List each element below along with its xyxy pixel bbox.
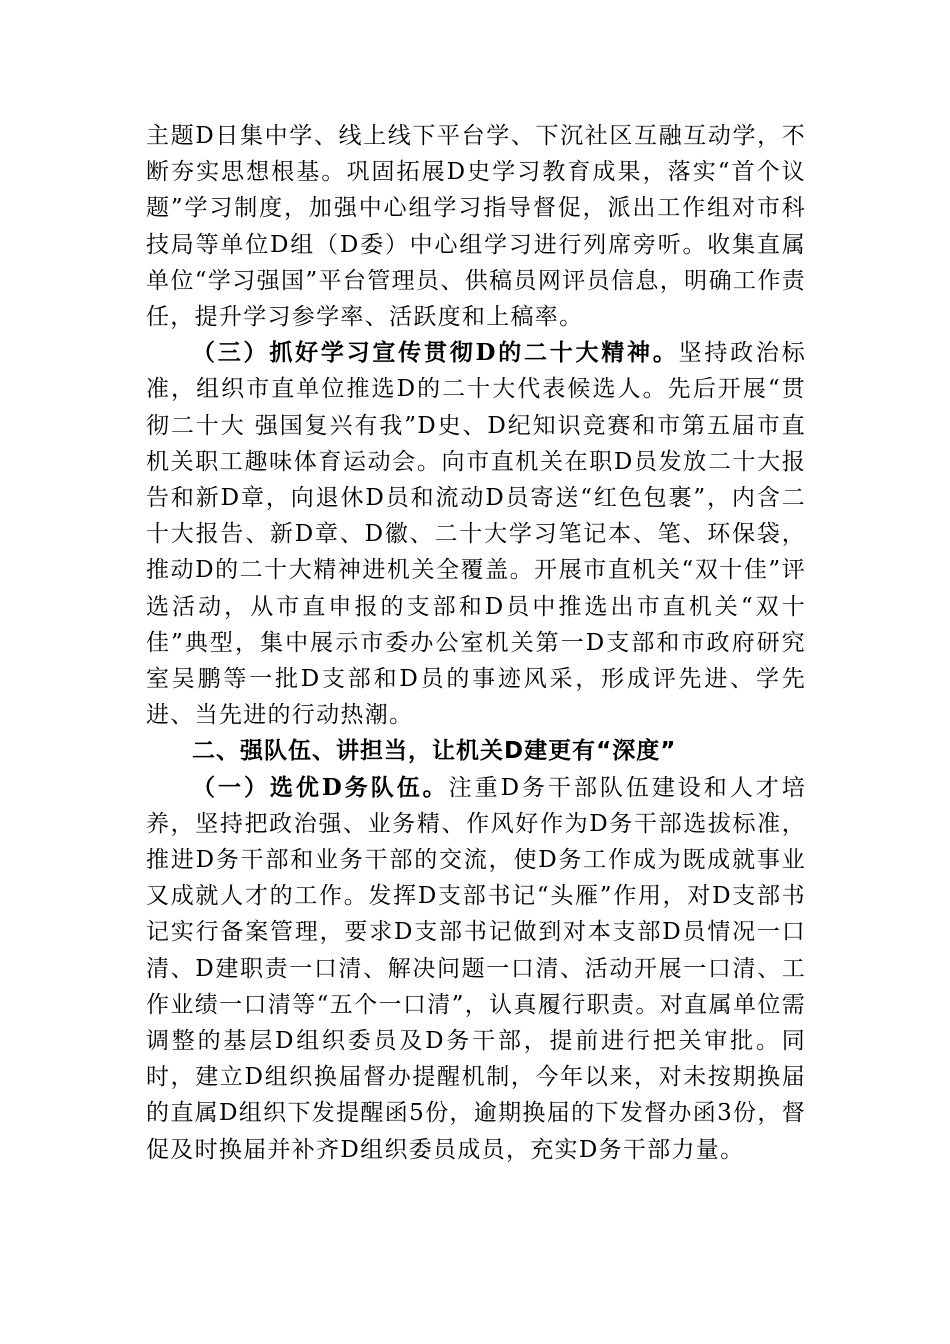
paragraph-study-foundation: 主题D日集中学、线上线下平台学、下沉社区互融互动学，不断夯实思想根基。巩固拓展D史学习教育成果，落实“首个议题”学习制度，加强中心组学习指导督促，派出工作组对市科技局等单位D组（D委）中心组学习进行列席旁听。收集直属单位“学习强国”平台管理员、供稿员网评员信息，明确工作责任，提升学习参学率、活跃度和上稿率。	[146, 123, 806, 331]
paragraph-party-cadres	[146, 770, 806, 1168]
paragraph-body-party-cadres: 注重D务干部队伍建设和人才培养，坚持把政治强、业务精、作风好作为D务干部选拔标准，推进D务干部和业务干部的交流，使D务工作成为既成就事业又成就人才的工作。发挥D支部书记“头雁”作用，对D支部书记实行备案管理，要求D支部书记做到对本支部D员情况一口清、D建职责一口清、解决问题一口清、活动开展一口清、工作业绩一口清等“五个一口清”，认真履行职责。对直属单位需调整的基层D组织委员及D务干部，提前进行把关审批。同时，建立D组织换届督办提醒机制，今年以来，对未按期换届的直属D组织下发提醒函5份，逾期换届的下发督办函3份，督促及时换届并补齐D组织委员成员，充实D务干部力量。	[146, 774, 807, 1163]
paragraph-body-congress-spirit: 坚持政治标准，组织市直单位推选D的二十大代表候选人。先后开展“贯彻二十大 强国复兴有我”D史、D纪知识竞赛和市第五届市直机关职工趣味体育运动会。向市直机关在职D员发放二十大报告和新D章，向退休D员和流动D员寄送“红色包裹”，内含二十大报告、新D章、D徽、二十大学习笔记本、笔、环保袋，推动D的二十大精神进机关全覆盖。开展市直机关“双十佳”评选活动，从市直申报的支部和D员中推选出市直机关“双十佳”典型，集中展示市委办公室机关第一D支部和市政府研究室吴鹏等一批D支部和D员的事迹风采，形成评先进、学先进、当先进的行动热潮。	[146, 340, 806, 729]
section-heading-team-building: 二、强队伍、讲担当，让机关D建更有“深度”	[192, 738, 677, 765]
section-lead-party-cadres: （一）选优D务队伍。	[192, 773, 449, 801]
paragraph-congress-spirit	[146, 335, 806, 733]
section-lead-congress-spirit: （三）抓好学习宣传贯彻D的二十大精神。	[192, 339, 679, 367]
document-page	[146, 118, 806, 1168]
